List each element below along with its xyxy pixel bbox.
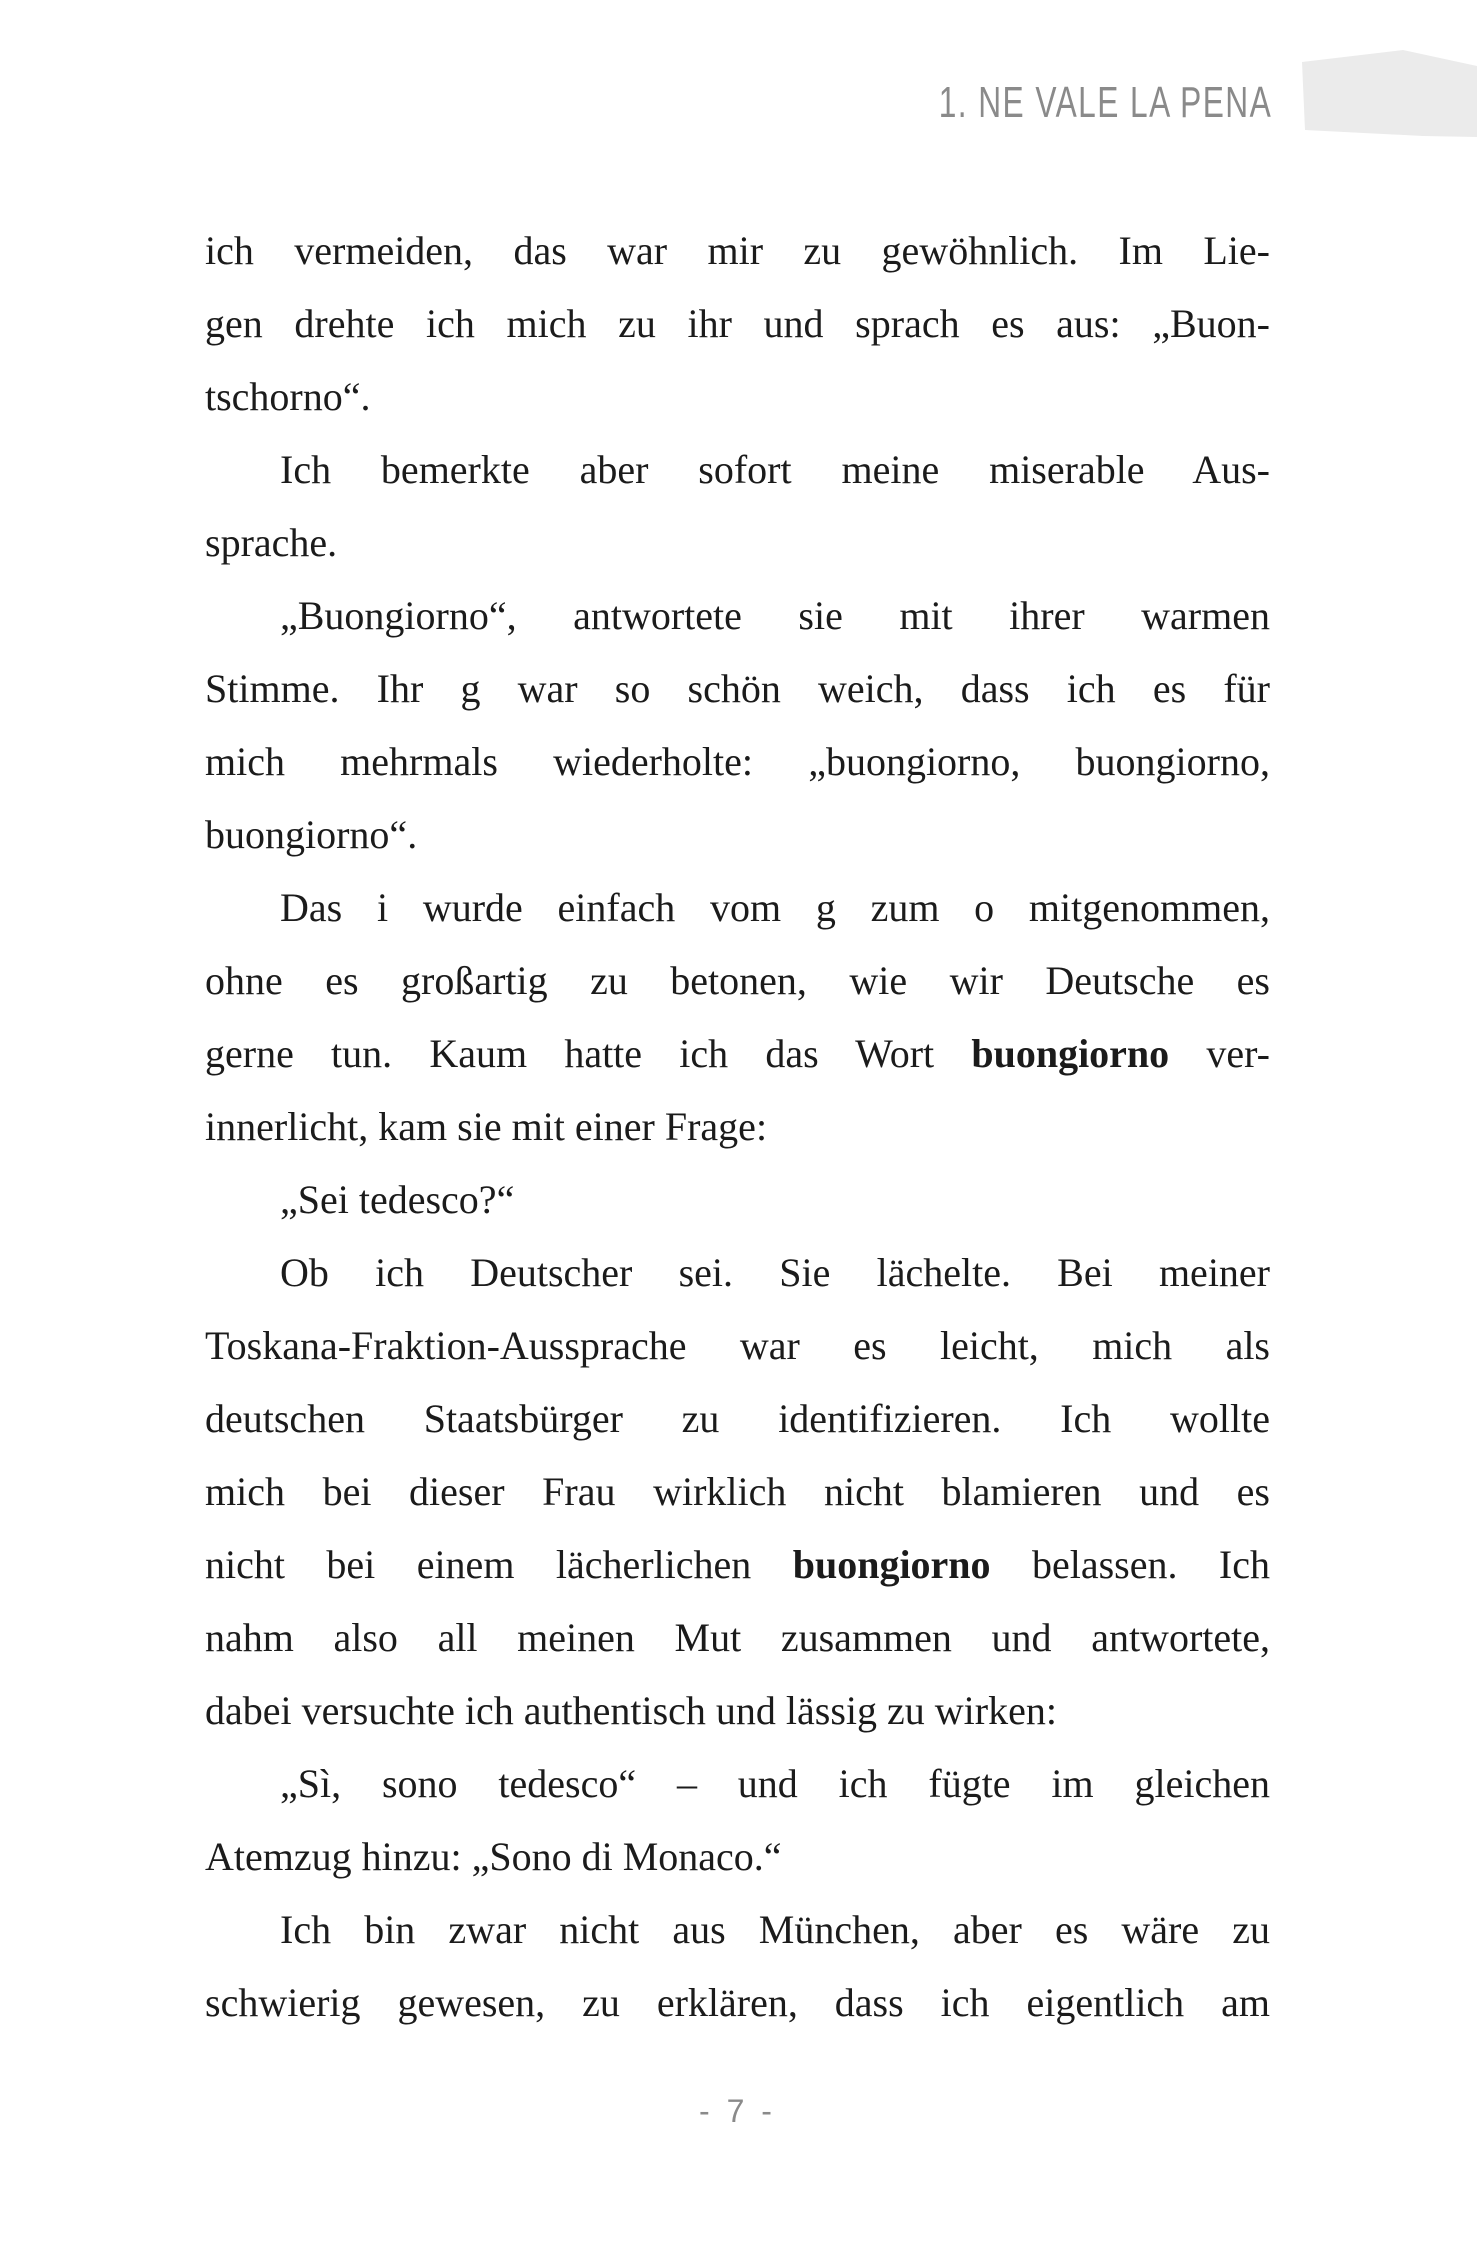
text-line <box>205 579 1270 652</box>
chapter-header: 1. NE VALE LA PENA <box>938 78 1272 127</box>
text-line <box>205 1309 1270 1382</box>
text-segment: gerne tun. Kaum hatte ich das Wort <box>205 1031 972 1076</box>
page-corner-decoration <box>1295 40 1477 145</box>
text-line <box>205 1966 1270 2039</box>
text-segment: mich mehrmals wiederholte: „buongiorno, buongiorno, <box>205 739 1270 784</box>
bold-text-segment: buongiorno <box>792 1542 991 1587</box>
text-segment: schwierig gewesen, zu erklären, dass ich eigentlich am <box>205 1980 1270 2025</box>
text-line <box>205 725 1270 798</box>
text-segment: ohne es großartig zu betonen, wie wir Deutsche es <box>205 958 1270 1003</box>
text-segment: nicht bei einem lächerlichen <box>205 1542 793 1587</box>
body-text <box>205 214 1270 2039</box>
text-line <box>205 1090 1270 1163</box>
text-line <box>205 1382 1270 1455</box>
text-segment: innerlicht, kam sie mit einer Frage: <box>205 1104 768 1149</box>
text-segment: tschorno“. <box>205 374 371 419</box>
text-line <box>205 871 1270 944</box>
text-line <box>205 1747 1270 1820</box>
text-line <box>205 1528 1270 1601</box>
text-segment: belassen. Ich <box>990 1542 1270 1587</box>
text-segment: Ob ich Deutscher sei. Sie lächelte. Bei meiner <box>280 1250 1270 1295</box>
bold-text-segment: buongiorno <box>971 1031 1170 1076</box>
text-segment: „Sì, sono tedesco“ – und ich fügte im gleichen <box>280 1761 1270 1806</box>
text-line <box>205 652 1270 725</box>
text-segment: „Sei tedesco?“ <box>280 1177 515 1222</box>
text-segment: ver- <box>1169 1031 1270 1076</box>
text-line <box>205 506 1270 579</box>
text-segment: Stimme. Ihr g war so schön weich, dass ich es für <box>205 666 1270 711</box>
text-line <box>205 1601 1270 1674</box>
text-segment: nahm also all meinen Mut zusammen und antwortete, <box>205 1615 1270 1660</box>
text-line <box>205 360 1270 433</box>
text-segment: gen drehte ich mich zu ihr und sprach es aus: „Buon- <box>205 301 1270 346</box>
text-line <box>205 1674 1270 1747</box>
text-segment: deutschen Staatsbürger zu identifizieren. Ich wollte <box>205 1396 1270 1441</box>
text-line <box>205 1455 1270 1528</box>
text-line <box>205 433 1270 506</box>
text-segment: sprache. <box>205 520 338 565</box>
text-line <box>205 944 1270 1017</box>
text-segment: buongiorno“. <box>205 812 418 857</box>
text-line <box>205 1017 1270 1090</box>
text-line <box>205 1893 1270 1966</box>
text-line <box>205 1163 1270 1236</box>
text-segment: Atemzug hinzu: „Sono di Monaco.“ <box>205 1834 782 1879</box>
text-line <box>205 287 1270 360</box>
text-segment: Das i wurde einfach vom g zum o mitgenommen, <box>280 885 1270 930</box>
text-segment: dabei versuchte ich authentisch und lässig zu wirken: <box>205 1688 1057 1733</box>
text-segment: ich vermeiden, das war mir zu gewöhnlich. Im Lie- <box>205 228 1270 273</box>
text-line <box>205 1236 1270 1309</box>
text-segment: Ich bemerkte aber sofort meine miserable Aus- <box>280 447 1270 492</box>
text-segment: Toskana-Fraktion-Aussprache war es leicht, mich als <box>205 1323 1270 1368</box>
text-line <box>205 798 1270 871</box>
text-segment: Ich bin zwar nicht aus München, aber es wäre zu <box>280 1907 1270 1952</box>
text-line <box>205 1820 1270 1893</box>
page-number: - 7 - <box>699 2093 776 2129</box>
corner-polygon <box>1302 50 1477 137</box>
text-segment: mich bei dieser Frau wirklich nicht blamieren und es <box>205 1469 1270 1514</box>
text-segment: „Buongiorno“, antwortete sie mit ihrer warmen <box>280 593 1270 638</box>
text-line <box>205 214 1270 287</box>
